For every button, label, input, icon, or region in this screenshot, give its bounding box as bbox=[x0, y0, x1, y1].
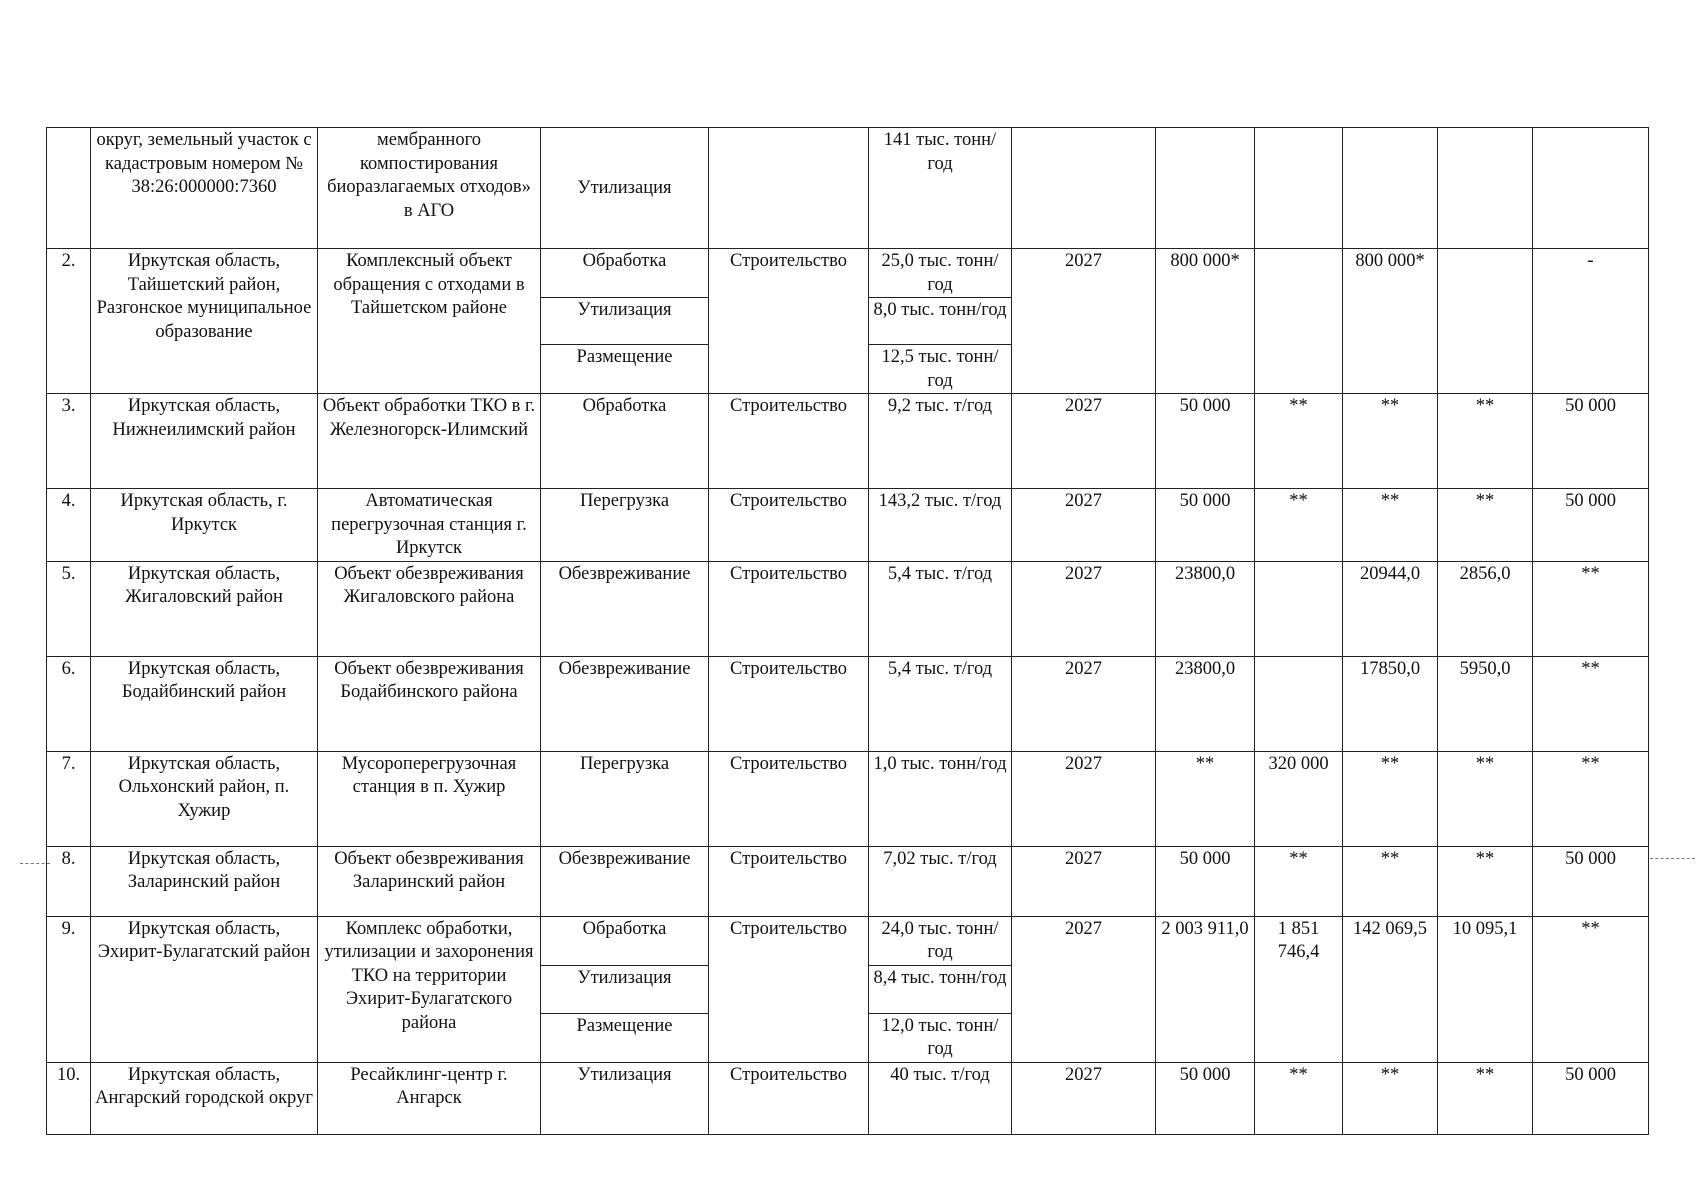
table-row bbox=[47, 656, 1649, 751]
cell-col3: ** bbox=[1438, 1062, 1533, 1134]
cell-capacity: 5,4 тыс. т/год bbox=[869, 656, 1012, 751]
table-row bbox=[47, 128, 1649, 249]
cell-year: 2027 bbox=[1012, 489, 1156, 562]
cell-num bbox=[47, 128, 91, 249]
cell-total: 23800,0 bbox=[1156, 656, 1255, 751]
cell-operation: Перегрузка bbox=[541, 751, 709, 846]
cell-col3: ** bbox=[1438, 846, 1533, 916]
cell-col1: 320 000 bbox=[1255, 751, 1343, 846]
cell-object: Ресайклинг-центр г. Ангарск bbox=[318, 1062, 541, 1134]
cell-num: 5. bbox=[47, 561, 91, 656]
cell-num: 8. bbox=[47, 846, 91, 916]
cell-object: Мусороперегрузочная станция в п. Хужир bbox=[318, 751, 541, 846]
cell-col3: 10 095,1 bbox=[1438, 916, 1533, 1062]
scan-artifact-line bbox=[1650, 858, 1695, 859]
cell-activity: Строительство bbox=[709, 846, 869, 916]
table-row bbox=[47, 916, 1649, 965]
cell-total: 800 000* bbox=[1156, 249, 1255, 394]
cell-col2: ** bbox=[1343, 1062, 1438, 1134]
cell-col1 bbox=[1255, 561, 1343, 656]
cell-activity: Строительство bbox=[709, 656, 869, 751]
cell-capacity: 8,0 тыс. тонн/год bbox=[869, 298, 1012, 345]
cell-location: Иркутская область, Ангарский городской округ bbox=[91, 1062, 318, 1134]
cell-operation: Утилизация bbox=[541, 128, 709, 249]
cell-col3: ** bbox=[1438, 489, 1533, 562]
cell-activity: Строительство bbox=[709, 249, 869, 394]
table-row bbox=[47, 489, 1649, 562]
cell-location: Иркутская область, Бодайбинский район bbox=[91, 656, 318, 751]
cell-num: 10. bbox=[47, 1062, 91, 1134]
cell-year: 2027 bbox=[1012, 394, 1156, 489]
cell-col4: 50 000 bbox=[1533, 846, 1649, 916]
cell-capacity: 1,0 тыс. тонн/год bbox=[869, 751, 1012, 846]
cell-operation: Перегрузка bbox=[541, 489, 709, 562]
cell-object: Объект обезвреживания Бодайбинского района bbox=[318, 656, 541, 751]
cell-activity: Строительство bbox=[709, 1062, 869, 1134]
cell-capacity: 40 тыс. т/год bbox=[869, 1062, 1012, 1134]
cell-col4: 50 000 bbox=[1533, 394, 1649, 489]
cell-col3: ** bbox=[1438, 394, 1533, 489]
cell-col4: ** bbox=[1533, 561, 1649, 656]
cell-total: 50 000 bbox=[1156, 1062, 1255, 1134]
cell-capacity: 12,5 тыс. тонн/год bbox=[869, 345, 1012, 394]
cell-num: 4. bbox=[47, 489, 91, 562]
cell-col4: 50 000 bbox=[1533, 1062, 1649, 1134]
cell-location: Иркутская область, Жигаловский район bbox=[91, 561, 318, 656]
cell-location: Иркутская область, Заларинский район bbox=[91, 846, 318, 916]
cell-col3: 2856,0 bbox=[1438, 561, 1533, 656]
cell-col3: 5950,0 bbox=[1438, 656, 1533, 751]
cell-operation: Утилизация bbox=[541, 965, 709, 1013]
table-row bbox=[47, 249, 1649, 298]
cell-col1 bbox=[1255, 128, 1343, 249]
cell-col1: ** bbox=[1255, 1062, 1343, 1134]
cell-activity: Строительство bbox=[709, 916, 869, 1062]
cell-location: Иркутская область, Ольхонский район, п. Хужир bbox=[91, 751, 318, 846]
cell-year: 2027 bbox=[1012, 751, 1156, 846]
cell-activity: Строительство bbox=[709, 394, 869, 489]
cell-year: 2027 bbox=[1012, 846, 1156, 916]
cell-col1 bbox=[1255, 656, 1343, 751]
cell-capacity: 141 тыс. тонн/год bbox=[869, 128, 1012, 249]
cell-operation: Обезвреживание bbox=[541, 561, 709, 656]
cell-capacity: 25,0 тыс. тонн/год bbox=[869, 249, 1012, 298]
cell-operation: Утилизация bbox=[541, 298, 709, 345]
cell-col1: 1 851 746,4 bbox=[1255, 916, 1343, 1062]
cell-operation: Обработка bbox=[541, 249, 709, 298]
cell-object: Автоматическая перегрузочная станция г. Иркутск bbox=[318, 489, 541, 562]
cell-object: мембранного компостирования биоразлагаемых отходов» в АГО bbox=[318, 128, 541, 249]
cell-capacity: 24,0 тыс. тонн/год bbox=[869, 916, 1012, 965]
cell-object: Комплексный объект обращения с отходами в Тайшетском районе bbox=[318, 249, 541, 394]
cell-operation: Размещение bbox=[541, 345, 709, 394]
cell-col1 bbox=[1255, 249, 1343, 394]
cell-activity: Строительство bbox=[709, 561, 869, 656]
cell-operation: Обезвреживание bbox=[541, 846, 709, 916]
cell-col2: 20944,0 bbox=[1343, 561, 1438, 656]
cell-col4: 50 000 bbox=[1533, 489, 1649, 562]
cell-total: 23800,0 bbox=[1156, 561, 1255, 656]
cell-col4: ** bbox=[1533, 916, 1649, 1062]
cell-object: Комплекс обработки, утилизации и захоронения ТКО на территории Эхирит-Булагатского района bbox=[318, 916, 541, 1062]
table-row bbox=[47, 751, 1649, 846]
cell-col2: 17850,0 bbox=[1343, 656, 1438, 751]
cell-col2: 142 069,5 bbox=[1343, 916, 1438, 1062]
cell-total: 2 003 911,0 bbox=[1156, 916, 1255, 1062]
cell-location: Иркутская область, г. Иркутск bbox=[91, 489, 318, 562]
cell-location: округ, земельный участок с кадастровым номером № 38:26:000000:7360 bbox=[91, 128, 318, 249]
cell-total: 50 000 bbox=[1156, 394, 1255, 489]
cell-col2 bbox=[1343, 128, 1438, 249]
cell-object: Объект обезвреживания Жигаловского района bbox=[318, 561, 541, 656]
cell-num: 7. bbox=[47, 751, 91, 846]
cell-year bbox=[1012, 128, 1156, 249]
cell-col2: ** bbox=[1343, 489, 1438, 562]
cell-capacity: 8,4 тыс. тонн/год bbox=[869, 965, 1012, 1013]
cell-num: 9. bbox=[47, 916, 91, 1062]
cell-capacity: 9,2 тыс. т/год bbox=[869, 394, 1012, 489]
cell-total: 50 000 bbox=[1156, 489, 1255, 562]
table-row bbox=[47, 846, 1649, 916]
cell-year: 2027 bbox=[1012, 249, 1156, 394]
cell-total: ** bbox=[1156, 751, 1255, 846]
cell-year: 2027 bbox=[1012, 916, 1156, 1062]
cell-num: 3. bbox=[47, 394, 91, 489]
cell-capacity: 12,0 тыс. тонн/год bbox=[869, 1013, 1012, 1062]
cell-col4: ** bbox=[1533, 751, 1649, 846]
cell-year: 2027 bbox=[1012, 656, 1156, 751]
cell-operation: Обезвреживание bbox=[541, 656, 709, 751]
cell-capacity: 143,2 тыс. т/год bbox=[869, 489, 1012, 562]
cell-operation: Утилизация bbox=[541, 1062, 709, 1134]
cell-col2: ** bbox=[1343, 394, 1438, 489]
cell-activity: Строительство bbox=[709, 489, 869, 562]
cell-capacity: 7,02 тыс. т/год bbox=[869, 846, 1012, 916]
cell-col1: ** bbox=[1255, 394, 1343, 489]
cell-location: Иркутская область, Нижнеилимский район bbox=[91, 394, 318, 489]
waste-facilities-table bbox=[46, 127, 1649, 1135]
cell-object: Объект обработки ТКО в г. Железногорск-Илимский bbox=[318, 394, 541, 489]
table-body bbox=[47, 128, 1649, 1135]
cell-year: 2027 bbox=[1012, 561, 1156, 656]
cell-object: Объект обезвреживания Заларинский район bbox=[318, 846, 541, 916]
cell-activity bbox=[709, 128, 869, 249]
cell-col2: ** bbox=[1343, 751, 1438, 846]
cell-col4: ** bbox=[1533, 656, 1649, 751]
scan-artifact-line bbox=[20, 863, 50, 864]
table-row bbox=[47, 1062, 1649, 1134]
cell-col3 bbox=[1438, 128, 1533, 249]
cell-num: 2. bbox=[47, 249, 91, 394]
cell-location: Иркутская область, Эхирит-Булагатский район bbox=[91, 916, 318, 1062]
cell-capacity: 5,4 тыс. т/год bbox=[869, 561, 1012, 656]
cell-operation: Размещение bbox=[541, 1013, 709, 1062]
cell-year: 2027 bbox=[1012, 1062, 1156, 1134]
cell-col4 bbox=[1533, 128, 1649, 249]
table-row bbox=[47, 394, 1649, 489]
cell-num: 6. bbox=[47, 656, 91, 751]
cell-col1: ** bbox=[1255, 489, 1343, 562]
table-row bbox=[47, 561, 1649, 656]
cell-operation: Обработка bbox=[541, 916, 709, 965]
cell-col1: ** bbox=[1255, 846, 1343, 916]
cell-operation: Обработка bbox=[541, 394, 709, 489]
cell-col3 bbox=[1438, 249, 1533, 394]
cell-col4: - bbox=[1533, 249, 1649, 394]
cell-total: 50 000 bbox=[1156, 846, 1255, 916]
cell-col2: ** bbox=[1343, 846, 1438, 916]
cell-activity: Строительство bbox=[709, 751, 869, 846]
cell-location: Иркутская область, Тайшетский район, Разгонское муниципальное образование bbox=[91, 249, 318, 394]
cell-col2: 800 000* bbox=[1343, 249, 1438, 394]
cell-total bbox=[1156, 128, 1255, 249]
cell-col3: ** bbox=[1438, 751, 1533, 846]
